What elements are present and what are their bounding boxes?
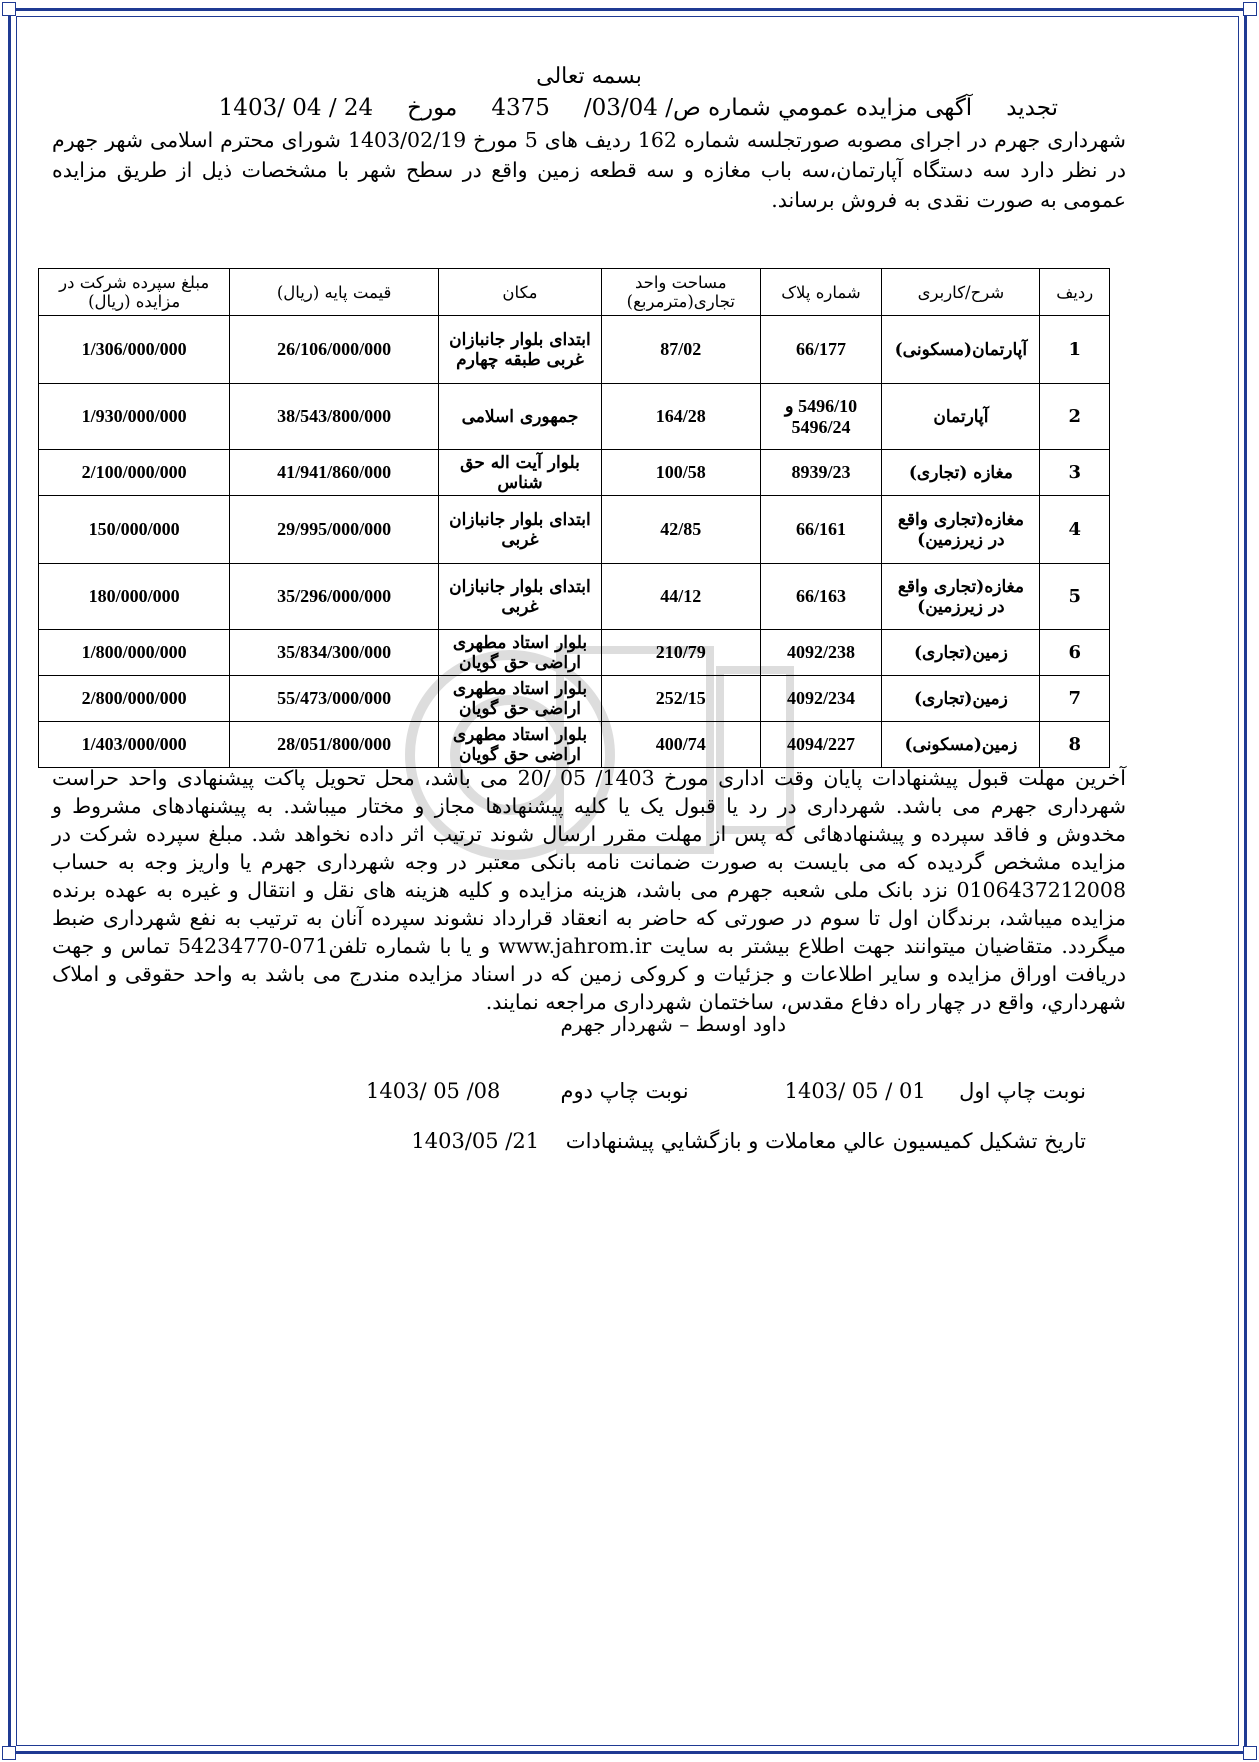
table-cell: زمین(مسکونی) xyxy=(882,722,1040,768)
auction-items-table xyxy=(38,268,1110,768)
table-cell: 66/177 xyxy=(760,316,882,384)
table-row xyxy=(39,384,1110,450)
table-cell: 41/941/860/000 xyxy=(230,450,439,496)
table-cell: 180/000/000 xyxy=(39,564,230,630)
table-row xyxy=(39,676,1110,722)
column-header: قیمت پایه (ریال) xyxy=(230,269,439,316)
table-cell: مغازه (تجاری) xyxy=(882,450,1040,496)
table-cell: ابتدای بلوار جانبازان غربی طبقه چهارم xyxy=(438,316,601,384)
second-print-date: 1403/ 05 /08 xyxy=(366,1079,501,1103)
table-cell: بلوار استاد مطهری اراضی حق گویان xyxy=(438,722,601,768)
title-prefix: تجدید xyxy=(1006,95,1058,121)
table-cell: 150/000/000 xyxy=(39,496,230,564)
table-row xyxy=(39,496,1110,564)
table-cell: 4094/227 xyxy=(760,722,882,768)
table-cell: 5496/10 و 5496/24 xyxy=(760,384,882,450)
corner-ornament xyxy=(2,2,16,16)
mayor-signature: داود اوسط – شهردار جهرم xyxy=(560,1012,786,1036)
table-cell: 1 xyxy=(1040,316,1110,384)
table-cell: 2/800/000/000 xyxy=(39,676,230,722)
table-cell: 3 xyxy=(1040,450,1110,496)
table-cell: 252/15 xyxy=(601,676,760,722)
table-cell: 1/800/000/000 xyxy=(39,630,230,676)
table-row xyxy=(39,564,1110,630)
column-header: مبلغ سپرده شرکت در مزایده (ریال) xyxy=(39,269,230,316)
corner-ornament xyxy=(2,1746,16,1760)
table-cell: 28/051/800/000 xyxy=(230,722,439,768)
table-cell: 1/403/000/000 xyxy=(39,722,230,768)
commission-date: 1403/05 /21 xyxy=(411,1129,540,1153)
table-cell: 26/106/000/000 xyxy=(230,316,439,384)
table-cell: 2 xyxy=(1040,384,1110,450)
notice-title xyxy=(52,95,1126,121)
column-header: شرح/کاربری xyxy=(882,269,1040,316)
table-cell: ابتدای بلوار جانبازان غربی xyxy=(438,496,601,564)
table-cell: 66/161 xyxy=(760,496,882,564)
commission-label: تاريخ تشكيل كميسيون عالي معاملات و بازگشايي پيشنهادات xyxy=(565,1129,1086,1153)
table-cell: 5 xyxy=(1040,564,1110,630)
table-cell: 29/995/000/000 xyxy=(230,496,439,564)
table-cell: 4092/238 xyxy=(760,630,882,676)
column-header: ردیف xyxy=(1040,269,1110,316)
table-cell: مغازه(تجاری واقع در زیرزمین) xyxy=(882,564,1040,630)
table-cell: 1/930/000/000 xyxy=(39,384,230,450)
table-body xyxy=(39,316,1110,768)
table-header-row xyxy=(39,269,1110,316)
table-cell: جمهوری اسلامی xyxy=(438,384,601,450)
table-cell: 87/02 xyxy=(601,316,760,384)
intro-paragraph: شهرداری جهرم در اجرای مصوبه صورتجلسه شماره 162 ردیف های 5 مورخ 1403/02/19 شورای محترم اسلامی شهر جهرم در نظر دارد سه دستگاه آپارتمان،سه باب مغازه و سه قطعه زمین واقع در سطح شهر با مشخصات ذیل از طریق مزایده عمومی به صورت نقدی به فروش برساند. xyxy=(52,128,1126,212)
table-cell: بلوار استاد مطهری اراضی حق گویان xyxy=(438,630,601,676)
table-cell: 210/79 xyxy=(601,630,760,676)
auction-notice xyxy=(52,64,1126,1153)
title-number: 4375 xyxy=(491,95,550,121)
column-header: مکان xyxy=(438,269,601,316)
table-row xyxy=(39,630,1110,676)
table-cell: 400/74 xyxy=(601,722,760,768)
table-cell: آپارتمان xyxy=(882,384,1040,450)
second-print-label: نوبت چاپ دوم xyxy=(560,1079,689,1103)
table-cell: 2/100/000/000 xyxy=(39,450,230,496)
table-cell: 44/12 xyxy=(601,564,760,630)
table-cell: 8 xyxy=(1040,722,1110,768)
table-cell: زمین(تجاری) xyxy=(882,676,1040,722)
table-cell: ابتدای بلوار جانبازان غربی xyxy=(438,564,601,630)
table-row xyxy=(39,450,1110,496)
column-header: شماره پلاک xyxy=(760,269,882,316)
table-cell: 55/473/000/000 xyxy=(230,676,439,722)
table-cell: 42/85 xyxy=(601,496,760,564)
table-cell: 35/296/000/000 xyxy=(230,564,439,630)
table-cell: 66/163 xyxy=(760,564,882,630)
table-row xyxy=(39,316,1110,384)
table-cell: 4 xyxy=(1040,496,1110,564)
corner-ornament xyxy=(1243,1746,1257,1760)
table-cell: مغازه(تجاری واقع در زیرزمین) xyxy=(882,496,1040,564)
title-main: آگهی مزایده عمومي شماره ص/ 03/04/ xyxy=(583,95,973,121)
table-cell: 38/543/800/000 xyxy=(230,384,439,450)
table-cell: زمین(تجاری) xyxy=(882,630,1040,676)
table-cell: 35/834/300/000 xyxy=(230,630,439,676)
table-cell: بلوار استاد مطهری اراضی حق گویان xyxy=(438,676,601,722)
second-print xyxy=(366,1079,689,1103)
table-row xyxy=(39,722,1110,768)
table-cell: آپارتمان(مسکونی) xyxy=(882,316,1040,384)
table-cell: 164/28 xyxy=(601,384,760,450)
table-cell: 100/58 xyxy=(601,450,760,496)
table-cell: 1/306/000/000 xyxy=(39,316,230,384)
table-cell: 4092/234 xyxy=(760,676,882,722)
table-cell: 6 xyxy=(1040,630,1110,676)
table-cell: 7 xyxy=(1040,676,1110,722)
table-cell: 8939/23 xyxy=(760,450,882,496)
title-date-label: مورخ xyxy=(407,95,458,121)
corner-ornament xyxy=(1243,2,1257,16)
terms-paragraph: آخرین مهلت قبول پیشنهادات پایان وقت اداری مورخ 1403/ 05 /20 می باشد، محل تحویل پاکت پیشنهادی واحد حراست شهرداری جهرم می باشد. شهرداری در رد یا قبول یک یا کلیه پیشنهادها مجاز و مختار میباشد. به پیشنهادهای مشروط و مخدوش و فاقد سپرده و پیشنهادهائی که پس از مهلت مقرر ارسال شوند ترتیب اثر داده نخواهد شد. مبلغ سپرده شرکت در مزایده مشخص گردیده که می بایست به صورت ضمانت نامه بانکی معتبر در وجه شهرداری جهرم یا واریز وجه به حساب 0106437212008 نزد بانک ملی شعبه جهرم می باشد، هزینه مزایده و کلیه هزینه های نقل و انتقال و غیره به عهده برنده مزایده میباشد، برندگان اول تا سوم در صورتی که حاضر به انعقاد قرارداد نشوند سپرده آنان به ترتیب به نفع شهرداری ضبط میگردد. متقاضیان میتوانند جهت اطلاع بیشتر به سایت www.jahrom.ir و یا با شماره تلفن071-54234770 تماس و جهت دریافت اوراق مزایده و سایر اطلاعات و جزئیات و کروکی زمین که در اسناد مزایده مندرج می باشد به واحد حقوقی و املاک شهرداري، واقع در چهار راه دفاع مقدس، ساختمان شهرداری مراجعه نمایند. xyxy=(52,766,1126,1014)
first-print-date: 1403/ 05 / 01 xyxy=(784,1079,926,1103)
column-header: مساحت واحد تجاری(مترمربع) xyxy=(601,269,760,316)
first-print-label: نوبت چاپ اول xyxy=(959,1079,1086,1103)
title-date: 1403/ 04 / 24 xyxy=(218,95,374,121)
bismillah-heading: بسمه تعالی xyxy=(536,64,642,89)
commission-line xyxy=(411,1129,1086,1153)
print-schedule xyxy=(366,1079,1086,1103)
table-cell: بلوار آیت اله حق شناس xyxy=(438,450,601,496)
first-print xyxy=(785,1079,1086,1103)
